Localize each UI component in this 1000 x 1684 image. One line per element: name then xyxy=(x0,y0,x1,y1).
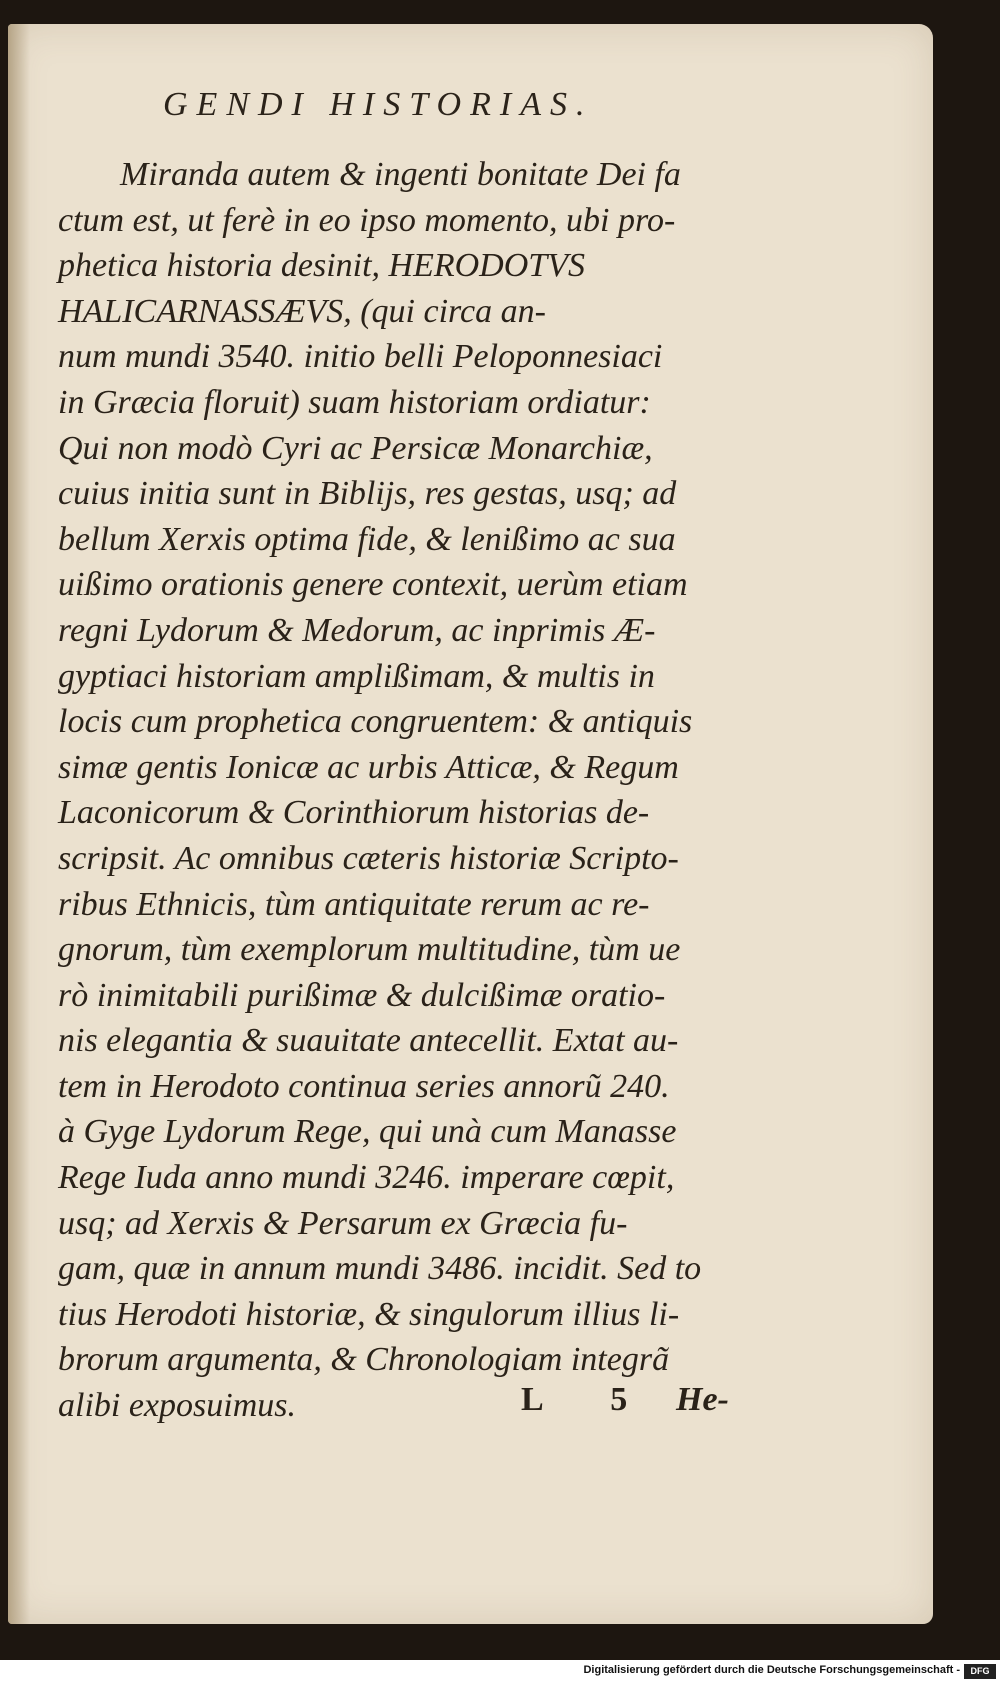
text-line: alibi exposuimus. xyxy=(58,1387,296,1425)
text-line: nis elegantia & suauitate antecellit. Extat au- xyxy=(58,1022,679,1060)
text-line: à Gyge Lydorum Rege, qui unà cum Manasse xyxy=(58,1113,677,1151)
catchword: He- xyxy=(676,1381,729,1418)
credit-bar xyxy=(0,1660,1000,1684)
running-head: GENDI HISTORIAS. xyxy=(163,86,594,123)
credit-text: Digitalisierung gefördert durch die Deutsche Forschungsgemeinschaft - xyxy=(583,1664,960,1676)
signature-mark: L 5 xyxy=(521,1381,658,1418)
text-line: tius Herodoti historiæ, & singulorum illius li- xyxy=(58,1295,680,1333)
text-line: gnorum, tùm exemplorum multitudine, tùm ue xyxy=(58,931,681,969)
text-line: usq; ad Xerxis & Persarum ex Græcia fu- xyxy=(58,1204,628,1242)
text-line: simæ gentis Ionicæ ac urbis Atticæ, & Regum xyxy=(58,748,679,786)
text-line: num mundi 3540. initio belli Peloponnesiaci xyxy=(58,338,663,376)
text-line: bellum Xerxis optima fide, & lenißimo ac sua xyxy=(58,520,676,558)
dfg-logo: DFG xyxy=(964,1664,996,1679)
text-line: in Græcia floruit) suam historiam ordiatur: xyxy=(58,383,651,421)
text-line: scripsit. Ac omnibus cæteris historiæ Scripto- xyxy=(58,839,679,877)
text-line: regni Lydorum & Medorum, ac inprimis Æ- xyxy=(58,611,656,649)
text-line: cuius initia sunt in Biblijs, res gestas, usq; ad xyxy=(58,475,677,513)
text-line: Miranda autem & ingenti bonitate Dei fa xyxy=(120,156,681,193)
text-line: Rege Iuda anno mundi 3246. imperare cœpit, xyxy=(58,1159,675,1197)
text-line: tem in Herodoto continua series annorũ 240. xyxy=(58,1067,670,1105)
text-line: brorum argumenta, & Chronologiam integrã xyxy=(58,1341,670,1379)
text-line: gam, quæ in annum mundi 3486. incidit. Sed to xyxy=(58,1250,702,1288)
page-spine-shadow xyxy=(8,24,30,1624)
text-line: uißimo orationis genere contexit, uerùm etiam xyxy=(58,566,688,604)
text-line: ctum est, ut ferè in eo ipso momento, ubi pro- xyxy=(58,201,676,239)
body-text xyxy=(58,152,738,1429)
text-line: Qui non modò Cyri ac Persicæ Monarchiæ, xyxy=(58,429,653,467)
text-line: Laconicorum & Corinthiorum historias de- xyxy=(58,794,650,832)
text-line: HALICARNASSÆVS, (qui circa an- xyxy=(58,292,546,330)
text-line: gyptiaci historiam amplißimam, & multis in xyxy=(58,657,655,695)
book-page xyxy=(8,24,933,1624)
text-line: phetica historia desinit, HERODOTVS xyxy=(58,247,585,285)
text-line: locis cum prophetica congruentem: & antiquis xyxy=(58,703,693,741)
text-line: ribus Ethnicis, tùm antiquitate rerum ac re- xyxy=(58,885,650,923)
text-line: rò inimitabili purißimæ & dulcißimæ oratio- xyxy=(58,976,666,1014)
